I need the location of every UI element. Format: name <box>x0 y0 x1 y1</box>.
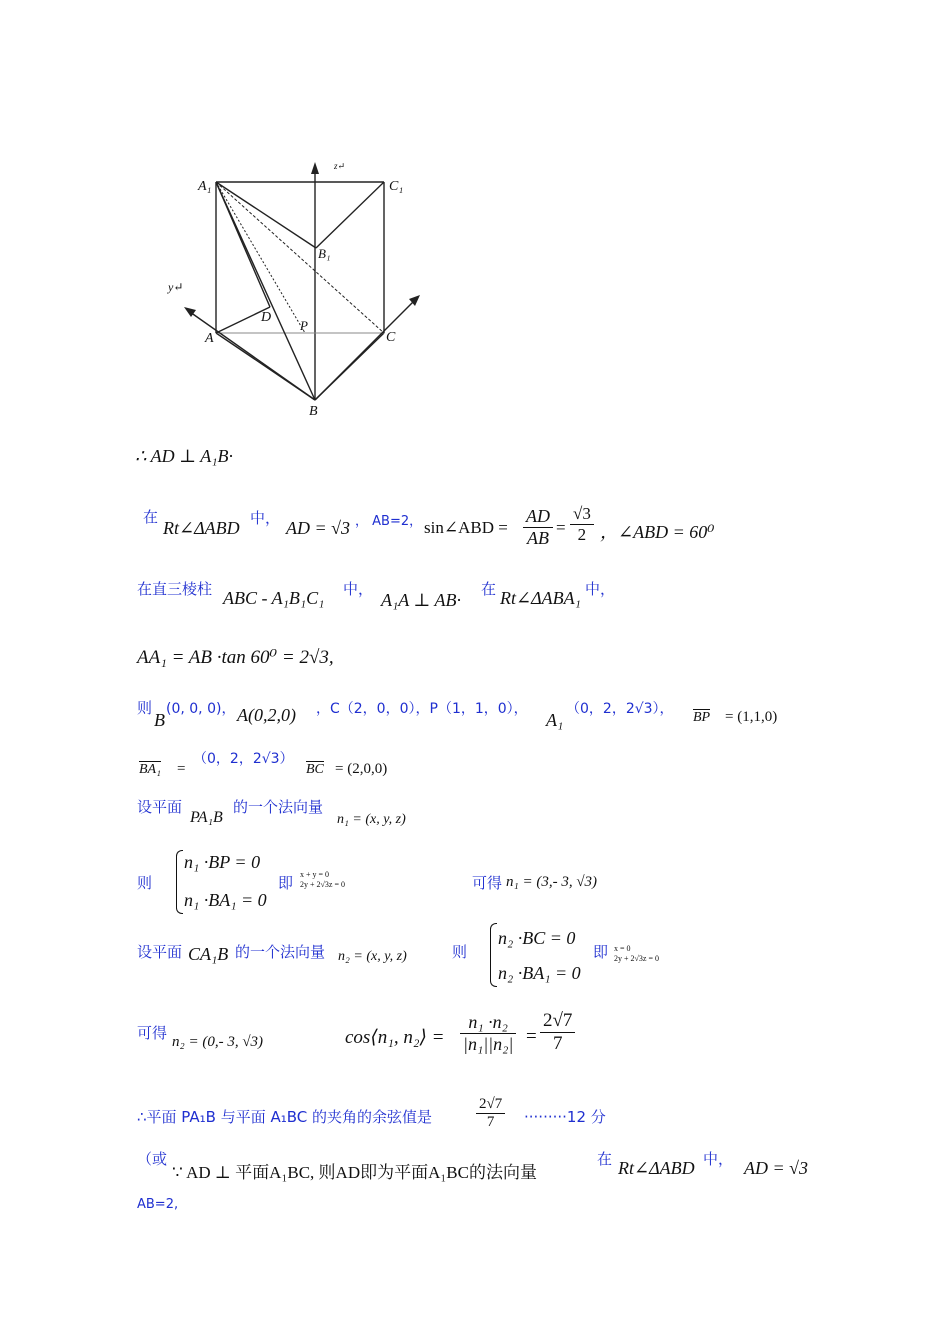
text-or: （或 <box>137 1150 168 1168</box>
text-prism-intro: 在直三棱柱 <box>137 580 213 598</box>
a1a-perp-ab: A₁A ⊥ AB· <box>381 590 462 610</box>
text-normal-vector-2: 的一个法向量 <box>235 943 326 961</box>
text-set-plane-1: 设平面 <box>137 798 183 816</box>
vector-bc-val: = (2,0,0) <box>335 761 388 777</box>
angle-abd-60: ，∠ABD = 60⁰ <box>600 522 715 542</box>
points-c-p: ，C（2，0，0），P（1，1，0）， <box>316 701 528 717</box>
ad-sqrt3-1: AD = √3 <box>286 518 351 538</box>
vector-ba1-eq: = <box>177 761 186 777</box>
vector-ba1: BA₁ <box>139 762 161 777</box>
vector-bp-val: = (1,1,0) <box>725 709 778 725</box>
prism-figure <box>0 0 950 440</box>
text-ji-1: 即 <box>278 874 294 892</box>
text-normal-vector-1: 的一个法向量 <box>233 798 324 816</box>
conclusion-frac-num: 2√7 <box>476 1096 505 1114</box>
n1-result: n₁ = (3,- 3, √3) <box>506 874 598 890</box>
conclusion-text: ∴平面 PA₁B 与平面 A₁BC 的夹角的余弦值是 <box>137 1108 433 1126</box>
text-zhong-3: 中， <box>585 580 616 598</box>
text-zhong-4: 中， <box>703 1150 734 1168</box>
frac-den-ab: AB <box>527 528 549 548</box>
plane-ca1b: CA₁B <box>188 944 229 964</box>
text-ze-1: 则 <box>137 699 153 717</box>
line-ad-perp-a1b: ∴ AD ⊥ A₁B· <box>135 446 233 466</box>
text-ze-2: 则 <box>137 874 153 892</box>
text-ze-3: 则 <box>452 943 468 961</box>
label-D: D <box>261 310 272 325</box>
line-rt-abd <box>143 506 158 527</box>
conclusion-frac-den: 7 <box>486 1114 495 1130</box>
frac-num-ad: AD <box>523 506 553 528</box>
frac-num-2sqrt7: 2√7 <box>540 1010 575 1033</box>
point-b-coord: (0, 0, 0)， <box>166 701 236 717</box>
ab-eq-2-2: AB=2, <box>137 1197 179 1212</box>
small-eq-2b: 2y + 2√3z = 0 <box>614 954 659 963</box>
conclusion-frac <box>476 1096 505 1131</box>
small-eq-1a: x + y = 0 <box>300 870 330 879</box>
ad-normal-statement: ∵ AD ⊥ 平面A₁BC, 则AD即为平面A₁BC的法向量 <box>172 1163 537 1182</box>
frac-result <box>540 1010 575 1055</box>
eq-n1-ba1: n₁ ·BA₁ = 0 <box>184 890 267 910</box>
small-eq-1b: 2y + 2√3z = 0 <box>300 880 345 889</box>
z-axis-arrow-icon <box>311 162 319 174</box>
vector-ba1-val: （0，2，2√3） <box>193 751 294 767</box>
frac-sqrt3-2 <box>570 504 594 545</box>
frac-num-sqrt3: √3 <box>570 504 594 525</box>
small-eq-2a: x = 0 <box>614 944 631 953</box>
text-zai-3: 在 <box>597 1150 613 1168</box>
vector-bc: BC <box>306 762 324 777</box>
point-a1-coord: （0，2，2√3）， <box>566 701 674 717</box>
point-a: A(0,2,0) <box>237 705 296 725</box>
eq-sign-1: = <box>556 518 566 537</box>
point-b: B <box>154 710 165 730</box>
label-C1: C₁ <box>389 179 404 194</box>
system-brace-2 <box>490 923 497 987</box>
text-ji-2: 即 <box>593 943 609 961</box>
eq-n2-bc: n₂ ·BC = 0 <box>498 928 576 948</box>
text-zhong-1: 中， <box>250 509 281 527</box>
aa1-equation: AA₁ = AB ·tan 60⁰ = 2√3, <box>137 647 334 668</box>
rt-aba1: Rt∠ΔABA₁ <box>500 588 581 608</box>
prism-name: ABC - A₁B₁C₁ <box>223 588 325 608</box>
eq-n2-ba1: n₂ ·BA₁ = 0 <box>498 963 581 983</box>
n2-result: n₂ = (0,- 3, √3) <box>172 1034 264 1050</box>
cos-expression: cos⟨n₁, n₂⟩ = <box>345 1027 445 1048</box>
plane-pa1b: PA₁B <box>190 809 223 826</box>
text-set-plane-2: 设平面 <box>137 943 183 961</box>
text-kede-2: 可得 <box>137 1024 168 1042</box>
label-A1: A₁ <box>198 179 212 194</box>
text-kede-1: 可得 <box>472 874 503 892</box>
n1-def: n₁ = (x, y, z) <box>337 812 406 827</box>
label-B: B <box>309 404 318 419</box>
point-a1: A₁ <box>546 710 564 730</box>
label-B1: B₁ <box>318 246 331 261</box>
rt-abd-1: Rt∠ΔABD <box>163 518 240 538</box>
frac-num-n1n2: n₁ ·n₂ <box>460 1012 516 1034</box>
label-C: C <box>386 330 396 345</box>
sin-abd: sin∠ABD = <box>424 518 508 537</box>
frac-ad-ab <box>523 506 553 549</box>
ab-eq-2-1: ， AB=2， <box>355 514 423 529</box>
ad-sqrt3-2: AD = √3 <box>744 1158 809 1178</box>
text-zai: 在 <box>143 508 159 526</box>
frac-dot-product <box>460 1012 516 1055</box>
rt-abd-2: Rt∠ΔABD <box>618 1158 695 1178</box>
n2-def: n₂ = (x, y, z) <box>338 949 407 964</box>
label-y: y↵ <box>168 280 184 294</box>
text-zai-2: 在 <box>481 580 497 598</box>
eq-sign-2: = <box>526 1026 537 1047</box>
eq-n1-bp: n₁ ·BP = 0 <box>184 852 261 872</box>
vector-bp: BP <box>693 710 711 725</box>
label-z: z↵ <box>334 161 346 171</box>
frac-den-norms: |n₁||n₂| <box>463 1034 514 1054</box>
label-P: P <box>300 318 308 333</box>
frac-den-7: 7 <box>552 1033 563 1054</box>
label-A: A <box>205 331 214 346</box>
score-text: ·········12 分 <box>524 1108 606 1126</box>
text-zhong-2: 中， <box>343 580 374 598</box>
system-brace-1 <box>176 850 183 914</box>
frac-den-2: 2 <box>577 525 587 544</box>
